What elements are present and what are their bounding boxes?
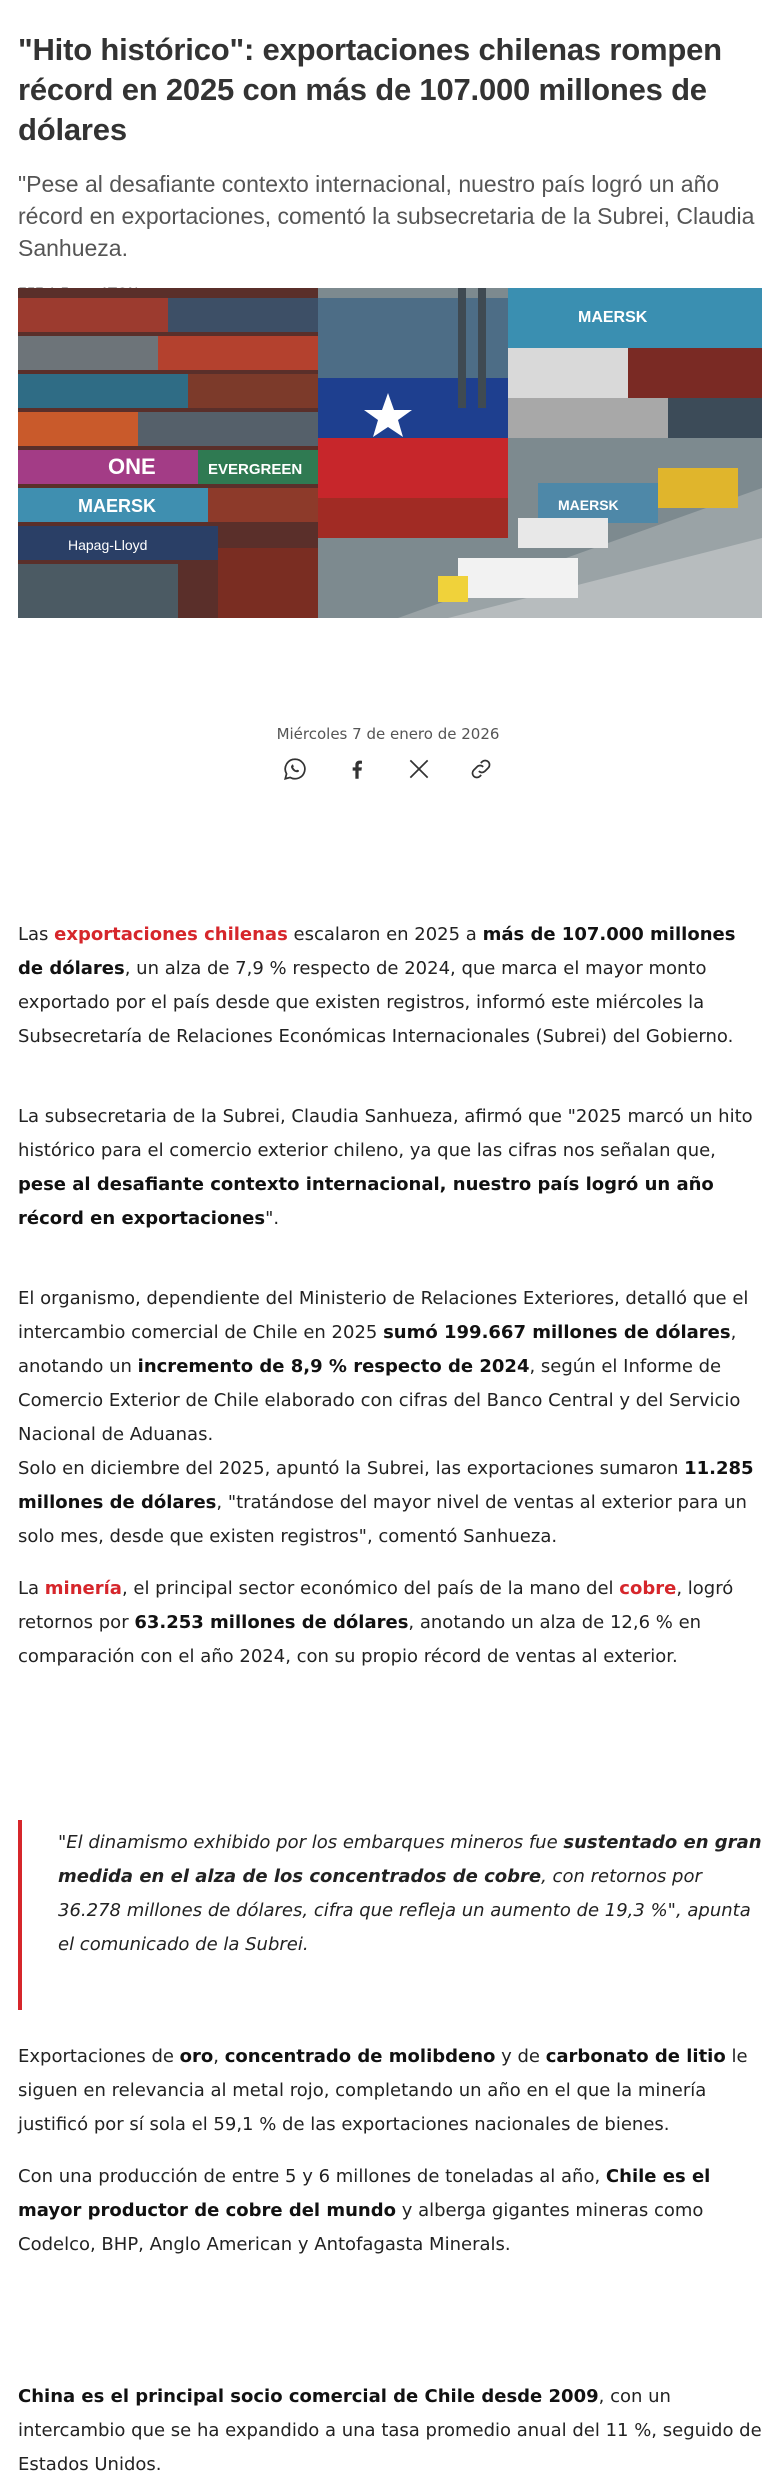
link-cobre[interactable]: cobre <box>619 1578 677 1599</box>
whatsapp-share-button[interactable] <box>279 753 311 785</box>
container-maersk-truck-label: MAERSK <box>558 497 619 513</box>
link-icon <box>468 756 494 782</box>
article-date: Miércoles 7 de enero de 2026 <box>276 725 500 743</box>
container-evergreen-label: EVERGREEN <box>208 461 303 478</box>
paragraph-5: La minería, el principal sector económico del país de la mano del cobre, logró retornos por 63.253 millones de dólares, anotando un alza de 12,6 % en comparación con el año 2024, con su propio récord de ventas al exterior. <box>18 1578 734 1667</box>
paragraph-2: La subsecretaria de la Subrei, Claudia Sanhueza, afirmó que "2025 marcó un hito histórico para el comercio exterior chileno, ya que las cifras nos señalan que, pese al desafiante contexto internacional, nuestro país logró un año récord en exportaciones". <box>18 1106 753 1229</box>
article-subhead: "Pese al desafiante contexto internacional, nuestro país logró un año récord en exportaciones, comentó la subsecretaria de la Subrei, Claudia Sanhueza. <box>18 171 755 261</box>
article-headline: "Hito histórico": exportaciones chilenas rompen récord en 2025 con más de 107.000 millones de dólares <box>18 32 722 147</box>
paragraph-8: China es el principal socio comercial de Chile desde 2009, con un intercambio que se ha expandido a una tasa promedio anual del 11 %, seguido de Estados Unidos. <box>18 2386 762 2475</box>
facebook-icon <box>344 756 370 782</box>
copy-link-button[interactable] <box>465 753 497 785</box>
container-hapag-label: Hapag-Lloyd <box>68 537 148 553</box>
container-one-label: ONE <box>108 454 156 479</box>
paragraph-6: Exportaciones de oro, concentrado de molibdeno y de carbonato de litio le siguen en relevancia al metal rojo, completando un año en el que la minería justificó por sí sola el 59,1 % de las exportaciones nacionales de bienes. <box>18 2046 748 2135</box>
container-maersk-label: MAERSK <box>78 496 157 516</box>
link-exportaciones-chilenas[interactable]: exportaciones chilenas <box>54 924 288 945</box>
paragraph-3: El organismo, dependiente del Ministerio de Relaciones Exteriores, detalló que el intercambio comercial de Chile en 2025 sumó 199.667 millones de dólares, anotando un incremento de 8,9 % respecto de 2024, según el Informe de Comercio Exterior de Chile elaborado con cifras del Banco Central y del Servicio Nacional de Aduanas. <box>18 1288 749 1445</box>
x-icon <box>406 756 432 782</box>
paragraph-7: Con una producción de entre 5 y 6 millones de toneladas al año, Chile es el mayor productor de cobre del mundo y alberga gigantes mineras como Codelco, BHP, Anglo American y Antofagasta Minerals. <box>18 2166 711 2255</box>
paragraph-1: Las exportaciones chilenas escalaron en 2025 a más de 107.000 millones de dólares, un alza de 7,9 % respecto de 2024, que marca el mayor monto exportado por el país desde que existen registros, informó este miércoles la Subsecretaría de Relaciones Económicas Internacionales (Subrei) del Gobierno. <box>18 924 736 1047</box>
whatsapp-icon <box>282 756 308 782</box>
pull-quote: "El dinamismo exhibido por los embarques mineros fue sustentado en gran medida en el alza de los concentrados de cobre, con retornos por 36.278 millones de dólares, cifra que refleja un aumento de 19,3 %", apunta el comunicado de la Subrei. <box>18 1820 766 2010</box>
x-share-button[interactable] <box>403 753 435 785</box>
hero-image <box>18 288 762 618</box>
link-mineria[interactable]: minería <box>44 1578 122 1599</box>
paragraph-4: Solo en diciembre del 2025, apuntó la Subrei, las exportaciones sumaron 11.285 millones de dólares, "tratándose del mayor nivel de ventas al exterior para un solo mes, desde que existen registros", comentó Sanhueza. <box>18 1458 754 1547</box>
container-maersk-right-label: MAERSK <box>578 309 648 326</box>
share-bar <box>0 753 776 785</box>
facebook-share-button[interactable] <box>341 753 373 785</box>
